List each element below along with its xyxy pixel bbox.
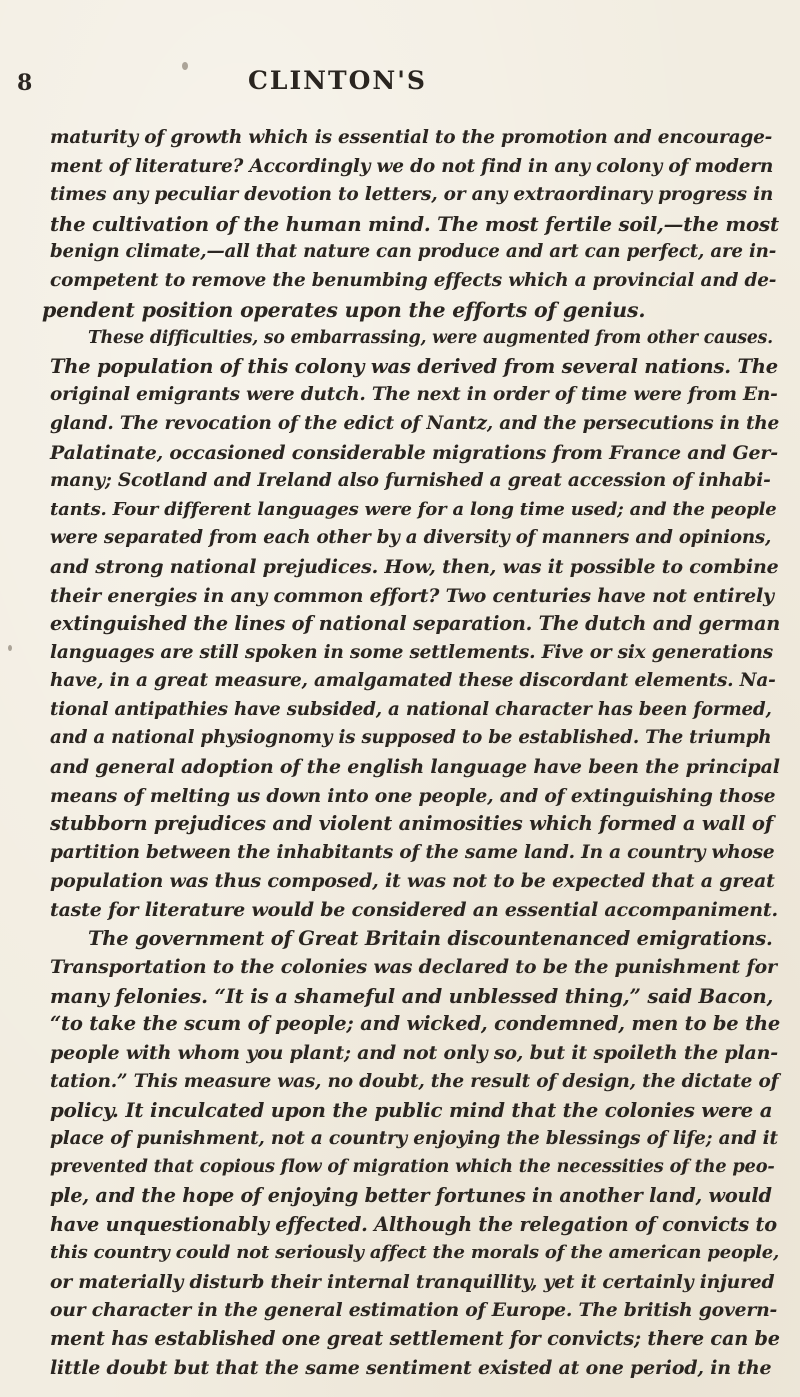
text-line: this country could not seriously affect the morals of the american people, [50,1242,780,1264]
text-line: have unquestionably effected. Although the relegation of convicts to [50,1212,777,1236]
text-line: times any peculiar devotion to letters, or any extraordinary progress in [50,184,774,206]
text-line: tants. Four different languages were for a long time used; and the people [50,498,777,520]
running-head: CLINTON'S [248,66,427,95]
text-line: Palatinate, occasioned considerable migrations from France and Ger- [50,441,778,464]
text-line: many; Scotland and Ireland also furnished a great accession of inhabi- [50,470,771,492]
text-line: their energies in any common effort? Two centuries have not entirely [50,584,774,607]
body-text [42,124,781,1382]
text-line: stubborn prejudices and violent animosities which formed a wall of [50,812,773,836]
page-header [0,66,800,110]
text-line: or materially disturb their internal tranquillity, yet it certainly injured [50,1270,775,1293]
paragraph-start: These difficulties, so embarrassing, were augmented from other causes. [88,328,773,349]
text-line: have, in a great measure, amalgamated these discordant elements. Na- [50,670,776,692]
text-line: little doubt but that the same sentiment existed at one period, in the [50,1356,772,1379]
text-line: means of melting us down into one people, and of extinguishing those [50,784,776,807]
text-line: many felonies. “It is a shameful and unblessed thing,” said Bacon, [50,983,774,1008]
text-line: place of punishment, not a country enjoying the blessings of life; and it [50,1127,778,1149]
text-line: languages are still spoken in some settlements. Five or six generations [50,641,773,663]
text-line: original emigrants were dutch. The next in order of time were from En- [50,384,778,406]
text-line: partition between the inhabitants of the same land. In a country whose [50,841,775,863]
text-line: and a national physiognomy is supposed to be established. The triumph [50,727,772,749]
text-line: ment of literature? Accordingly we do not find in any colony of modern [50,155,774,177]
text-line: people with whom you plant; and not only so, but it spoileth the plan- [50,1042,778,1064]
text-line: The population of this colony was derived from several nations. The [50,354,778,378]
text-line: taste for literature would be considered an essential accompaniment. [50,899,778,922]
text-line: “to take the scum of people; and wicked, condemned, men to be the [50,1012,781,1036]
text-line: prevented that copious flow of migration which the necessities of the peo- [50,1156,775,1178]
ink-speck [182,62,188,70]
text-line: Transportation to the colonies was declared to be the punishment for [50,956,777,979]
text-line: tional antipathies have subsided, a national character has been formed, [50,698,772,720]
text-line: population was thus composed, it was not to be expected that a great [50,870,775,893]
text-line: and strong national prejudices. How, then, was it possible to combine [50,555,779,578]
page-number: 8 [17,70,33,96]
text-line: benign climate,—all that nature can produce and art can perfect, are in- [50,241,777,263]
text-line: extinguished the lines of national separation. The dutch and german [50,612,781,636]
text-line: gland. The revocation of the edict of Nantz, and the persecutions in the [50,412,780,434]
text-line: maturity of growth which is essential to the promotion and encourage- [50,127,773,148]
text-line: competent to remove the benumbing effects which a provincial and de- [50,269,777,291]
text-line: ment has established one great settlement for convicts; there can be [50,1326,780,1350]
text-line: ple, and the hope of enjoying better fortunes in another land, would [50,1183,772,1207]
text-line: the cultivation of the human mind. The most fertile soil,—the most [50,211,779,236]
text-line: pendent position operates upon the efforts of genius. [42,297,646,322]
paragraph-start: The government of Great Britain discountenanced emigrations. [88,926,773,950]
text-line: and general adoption of the english language have been the principal [50,756,780,779]
text-line: our character in the general estimation of Europe. The british govern- [50,1299,778,1322]
ink-speck [8,645,12,651]
text-line: policy. It inculcated upon the public mind that the colonies were a [50,1098,773,1123]
text-line: tation.” This measure was, no doubt, the result of design, the dictate of [50,1070,779,1092]
text-line: were separated from each other by a diversity of manners and opinions, [50,527,772,549]
